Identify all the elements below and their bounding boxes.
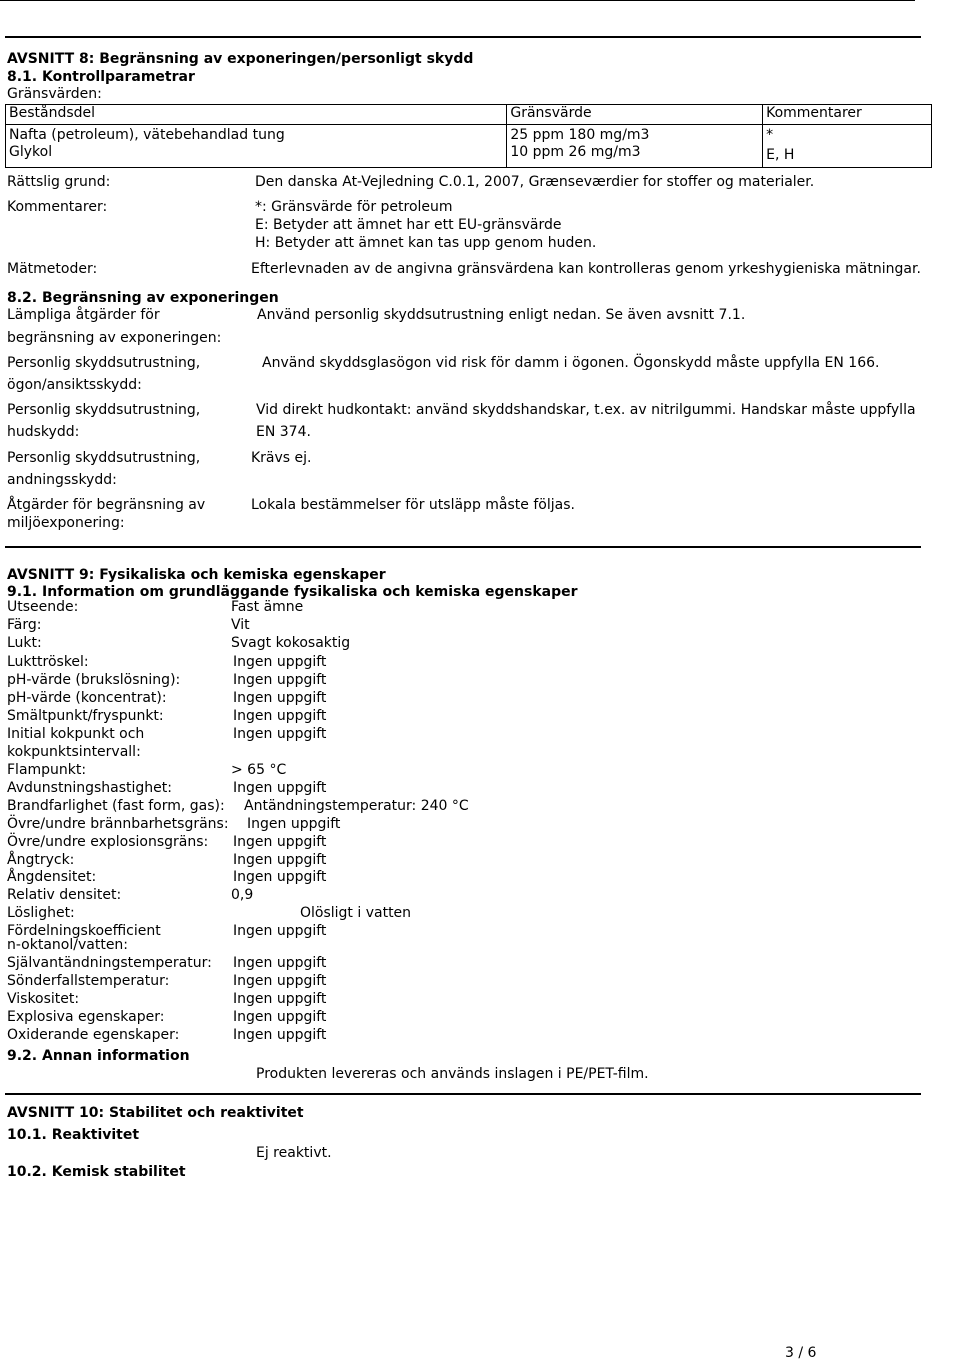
methods-value: Efterlevnaden av de angivna gränsvärdena kan kontrolleras genom yrkeshygieniska mätningar. [251, 261, 921, 277]
limit-cell [507, 125, 763, 168]
section-divider [5, 1093, 921, 1095]
methods-label: Mätmetoder: [7, 261, 98, 277]
property-label: Löslighet: [7, 905, 75, 921]
property-label: Utseende: [7, 599, 79, 615]
property-label: Sönderfallstemperatur: [7, 973, 170, 989]
page-number: 3 / 6 [785, 1345, 817, 1361]
property-value: Ingen uppgift [233, 923, 327, 939]
eye-protection-label: Personlig skyddsutrustning, [7, 355, 201, 371]
property-value: Ingen uppgift [247, 816, 341, 832]
limits-label: Gränsvärden: [7, 86, 102, 102]
component-name: Nafta (petroleum), vätebehandlad tung [9, 127, 285, 143]
property-value: Ingen uppgift [233, 834, 327, 850]
property-value: Ingen uppgift [233, 1009, 327, 1025]
property-label: Avdunstningshastighet: [7, 780, 172, 796]
property-label: Lukt: [7, 635, 42, 651]
property-label: n-oktanol/vatten: [7, 937, 129, 953]
table-header-row [6, 105, 932, 125]
property-label: Viskositet: [7, 991, 80, 1007]
component-name: Glykol [9, 144, 53, 160]
reactivity-value: Ej reaktivt. [256, 1145, 332, 1161]
property-value: Ingen uppgift [233, 955, 327, 971]
section-8-1-heading: 8.1. Kontrollparametrar [7, 69, 195, 85]
comments-label: Kommentarer: [7, 199, 108, 215]
legal-basis-label: Rättslig grund: [7, 174, 111, 190]
section-divider [5, 546, 921, 548]
property-value: Ingen uppgift [233, 991, 327, 1007]
property-label: Explosiva egenskaper: [7, 1009, 165, 1025]
property-value: Fast ämne [231, 599, 304, 615]
section-8-2-heading: 8.2. Begränsning av exponeringen [7, 290, 279, 306]
comments-line: *: Gränsvärde för petroleum [255, 199, 453, 215]
property-label: kokpunktsintervall: [7, 744, 141, 760]
property-label: Relativ densitet: [7, 887, 122, 903]
property-value: Antändningstemperatur: 240 °C [244, 798, 469, 814]
comment-value: E, H [766, 147, 795, 163]
skin-protection-label: Personlig skyddsutrustning, [7, 402, 201, 418]
property-label: Ångtryck: [7, 852, 75, 868]
property-label: Oxiderande egenskaper: [7, 1027, 180, 1043]
other-info-value: Produkten levereras och används inslagen i PE/PET-film. [256, 1066, 649, 1082]
section-9-1-heading: 9.1. Information om grundläggande fysikaliska och kemiska egenskaper [7, 584, 578, 600]
property-label: Självantändningstemperatur: [7, 955, 212, 971]
section-10-1-heading: 10.1. Reaktivitet [7, 1127, 140, 1143]
property-label: Övre/undre explosionsgräns: [7, 834, 209, 850]
property-value: Ingen uppgift [233, 1027, 327, 1043]
property-value: Ingen uppgift [233, 654, 327, 670]
measures-value: Använd personlig skyddsutrustning enligt nedan. Se även avsnitt 7.1. [257, 307, 746, 323]
skin-protection-label: hudskydd: [7, 424, 80, 440]
section-divider-top [5, 36, 921, 38]
section-8-title: AVSNITT 8: Begränsning av exponeringen/personligt skydd [7, 51, 474, 67]
skin-protection-value: Vid direkt hudkontakt: använd skyddshandskar, t.ex. av nitrilgummi. Handskar måste uppfylla [256, 402, 916, 418]
skin-protection-value: EN 374. [256, 424, 311, 440]
property-value: Ingen uppgift [233, 973, 327, 989]
property-label: Ångdensitet: [7, 869, 97, 885]
table-header-cell: Gränsvärde [507, 105, 763, 125]
property-label: Flampunkt: [7, 762, 87, 778]
measures-label: Lämpliga åtgärder för [7, 307, 160, 323]
property-value: Ingen uppgift [233, 708, 327, 724]
property-value: Olösligt i vatten [300, 905, 412, 921]
table-header-cell: Kommentarer [763, 105, 932, 125]
section-10-title: AVSNITT 10: Stabilitet och reaktivitet [7, 1105, 304, 1121]
property-label: Smältpunkt/fryspunkt: [7, 708, 164, 724]
property-value: > 65 °C [231, 762, 287, 778]
property-value: Svagt kokosaktig [231, 635, 351, 651]
property-label: Lukttröskel: [7, 654, 89, 670]
legal-basis-value: Den danska At-Vejledning C.0.1, 2007, Grænseværdier for stoffer og materialer. [255, 174, 815, 190]
eye-protection-label: ögon/ansiktsskydd: [7, 377, 142, 393]
limit-values-table [5, 104, 932, 168]
limit-value: 25 ppm 180 mg/m3 [510, 127, 650, 143]
comment-cell [763, 125, 932, 168]
top-rule [0, 0, 915, 1]
property-value: Ingen uppgift [233, 869, 327, 885]
property-value: Ingen uppgift [233, 852, 327, 868]
respiratory-protection-label: Personlig skyddsutrustning, [7, 450, 201, 466]
table-row [6, 125, 932, 168]
table-header-cell: Beståndsdel [6, 105, 507, 125]
limit-value: 10 ppm 26 mg/m3 [510, 144, 641, 160]
environment-value: Lokala bestämmelser för utsläpp måste följas. [251, 497, 575, 513]
property-label: Brandfarlighet (fast form, gas): [7, 798, 225, 814]
comments-line: E: Betyder att ämnet har ett EU-gränsvärde [255, 217, 562, 233]
component-cell [6, 125, 507, 168]
property-label: pH-värde (koncentrat): [7, 690, 167, 706]
property-value: Ingen uppgift [233, 672, 327, 688]
section-9-2-heading: 9.2. Annan information [7, 1048, 190, 1064]
environment-label: Åtgärder för begränsning av [7, 497, 206, 513]
property-label: Övre/undre brännbarhetsgräns: [7, 816, 229, 832]
section-10-2-heading: 10.2. Kemisk stabilitet [7, 1164, 186, 1180]
property-value: Ingen uppgift [233, 780, 327, 796]
property-value: Ingen uppgift [233, 690, 327, 706]
measures-label: begränsning av exponeringen: [7, 330, 222, 346]
property-label: Fördelningskoefficient [7, 923, 161, 939]
section-9-title: AVSNITT 9: Fysikaliska och kemiska egenskaper [7, 567, 386, 583]
property-value: Vit [231, 617, 250, 633]
environment-label: miljöexponering: [7, 515, 125, 531]
property-label: Initial kokpunkt och [7, 726, 145, 742]
respiratory-protection-value: Krävs ej. [251, 450, 312, 466]
comments-line: H: Betyder att ämnet kan tas upp genom huden. [255, 235, 597, 251]
eye-protection-value: Använd skyddsglasögon vid risk för damm i ögonen. Ögonskydd måste uppfylla EN 166. [262, 355, 880, 371]
property-label: Färg: [7, 617, 42, 633]
property-value: Ingen uppgift [233, 726, 327, 742]
respiratory-protection-label: andningsskydd: [7, 472, 117, 488]
comment-value: * [766, 127, 774, 143]
property-label: pH-värde (brukslösning): [7, 672, 181, 688]
property-value: 0,9 [231, 887, 254, 903]
